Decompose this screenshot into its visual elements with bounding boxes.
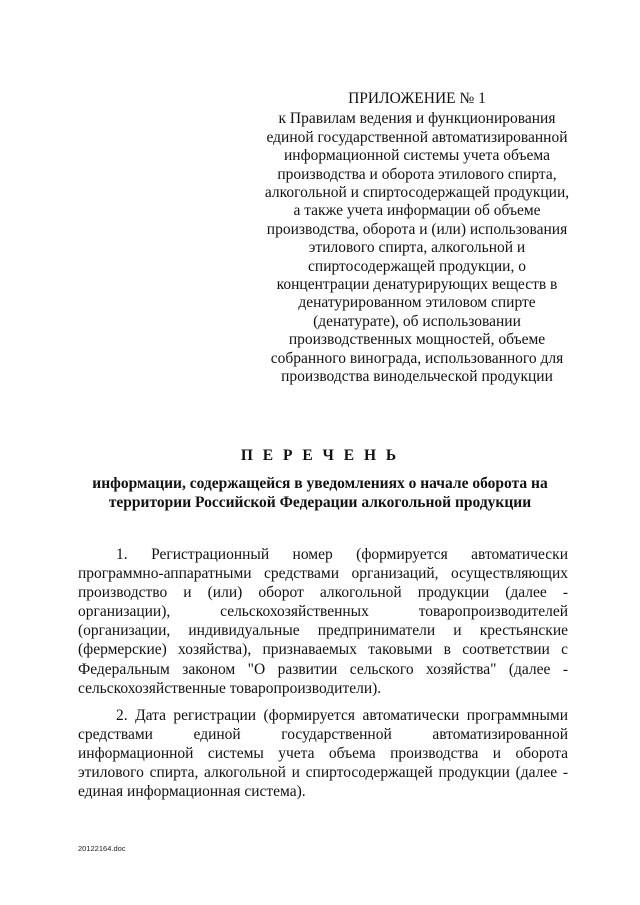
list-subtitle: информации, содержащейся в уведомлениях о начале оборота на территории Российской Федерации алкогольной продукции [92, 475, 548, 511]
appendix-text: к Правилам ведения и функционирования единой государственной автоматизированной информационной системы учета объема производства и оборота этилового спирта, алкогольной и спиртосодержащей продукции, а также учета информации об объеме производства, оборота и (или) использования этилового спирта, алкогольной и спиртосодержащей продукции, о концентрации денатурирующих веществ в денатурированном этиловом спирте (денатурате), об использовании производственных мощностей, объеме собранного винограда, использованного для производства винодельческой продукции [264, 110, 570, 386]
appendix-title: ПРИЛОЖЕНИЕ № 1 [348, 90, 486, 107]
list-items [78, 545, 568, 801]
list-title: П Е Р Е Ч Е Н Ь [240, 447, 400, 464]
list-heading-block [60, 446, 580, 512]
list-item-1: 1. Регистрационный номер (формируется автоматически программно-аппаратными средствами организаций, осуществляющих производство и (или) оборот алкогольной продукции (далее - организации), сельскохозяйственных товаропроизводителей (организации, индивидуальные предприниматели и крестьянские (фермерские) хозяйства), признаваемых таковыми в соответствии с Федеральным законом "О развитии сельского хозяйства" (далее - сельскохозяйственные товаропроизводители). [78, 546, 568, 697]
appendix-block [262, 90, 572, 387]
footer-filename: 20122164.doc [78, 844, 126, 853]
list-item-2: 2. Дата регистрации (формируется автоматически программными средствами единой государственной автоматизированной информационной системы учета объема производства и оборота этилового спирта, алкогольной и спиртосодержащей продукции (далее - единая информационная система). [78, 706, 568, 801]
